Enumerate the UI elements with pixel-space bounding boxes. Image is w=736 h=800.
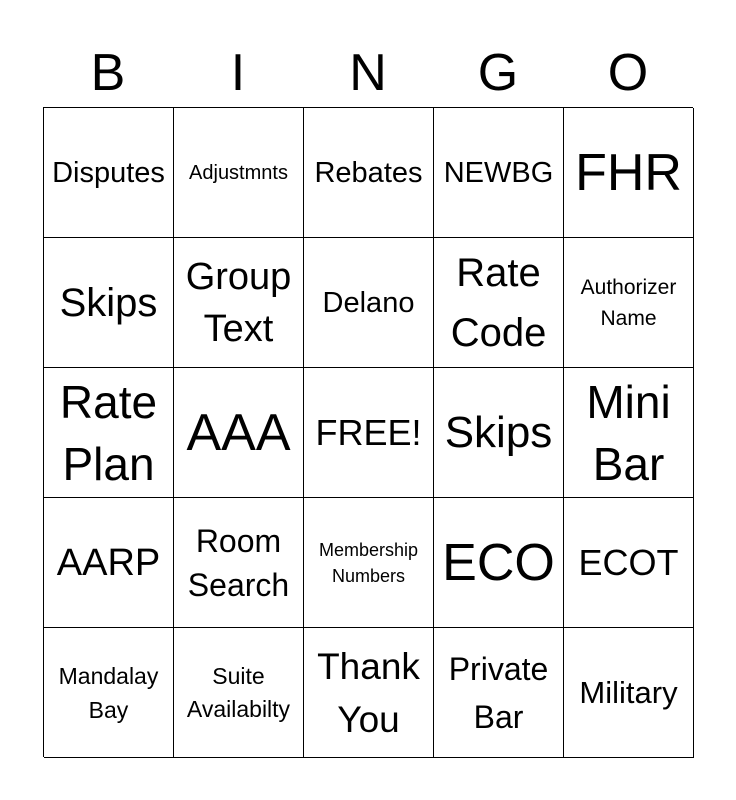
cell-label: AARP — [56, 541, 161, 584]
header-letter-o: O — [607, 44, 649, 102]
cell-label: Rate Plan — [59, 375, 158, 490]
bingo-cell[interactable] — [434, 628, 564, 758]
bingo-cell[interactable] — [44, 628, 174, 758]
cell-label: Rebates — [314, 156, 423, 189]
cell-label: Authorizer Name — [580, 275, 677, 330]
cell-label: Membership Numbers — [318, 539, 419, 586]
bingo-cell[interactable] — [304, 498, 434, 628]
cell-label: Private Bar — [448, 650, 549, 735]
bingo-cell[interactable] — [304, 628, 434, 758]
bingo-cell[interactable] — [304, 238, 434, 368]
header-letter-n: N — [349, 44, 387, 102]
bingo-header — [43, 40, 693, 106]
cell-label: NEWBG — [443, 156, 554, 189]
bingo-cell[interactable] — [44, 238, 174, 368]
bingo-cell[interactable] — [44, 368, 174, 498]
bingo-board — [43, 107, 693, 757]
bingo-cell[interactable] — [174, 498, 304, 628]
bingo-cell[interactable] — [174, 628, 304, 758]
cell-label: Military — [579, 674, 678, 710]
bingo-cell[interactable] — [434, 108, 564, 238]
cell-label: Room Search — [187, 522, 290, 603]
bingo-cell[interactable] — [434, 498, 564, 628]
bingo-cell[interactable] — [434, 368, 564, 498]
bingo-cell[interactable] — [304, 108, 434, 238]
header-letter-i: I — [230, 44, 246, 102]
cell-label: Mini Bar — [586, 375, 671, 490]
cell-label: ECO — [442, 533, 555, 592]
bingo-cell[interactable] — [564, 368, 694, 498]
bingo-cell[interactable] — [564, 108, 694, 238]
bingo-cell[interactable] — [44, 498, 174, 628]
cell-label: Thank You — [317, 645, 420, 740]
cell-label: Skips — [59, 280, 158, 325]
bingo-cell[interactable] — [564, 238, 694, 368]
bingo-cell[interactable] — [434, 238, 564, 368]
cell-label: Adjustmnts — [189, 161, 288, 184]
header-letter-b: B — [90, 44, 126, 102]
cell-label: FHR — [575, 143, 682, 202]
cell-label: Group Text — [185, 255, 292, 350]
bingo-cell[interactable] — [304, 368, 434, 498]
header-letter-g: G — [477, 44, 519, 102]
cell-label: Rate Code — [450, 250, 547, 355]
bingo-cell[interactable] — [174, 368, 304, 498]
bingo-cell[interactable] — [174, 238, 304, 368]
bingo-cell[interactable] — [564, 628, 694, 758]
cell-label: FREE! — [315, 411, 422, 453]
cell-label: Skips — [444, 407, 553, 457]
bingo-cell[interactable] — [44, 108, 174, 238]
cell-label: Delano — [322, 286, 415, 319]
bingo-cell[interactable] — [174, 108, 304, 238]
cell-label: AAA — [186, 403, 291, 462]
bingo-cell[interactable] — [564, 498, 694, 628]
cell-label: Mandalay Bay — [58, 662, 159, 723]
cell-label: ECOT — [578, 541, 679, 583]
cell-label: Suite Availabilty — [186, 662, 291, 722]
cell-label: Disputes — [52, 156, 165, 189]
